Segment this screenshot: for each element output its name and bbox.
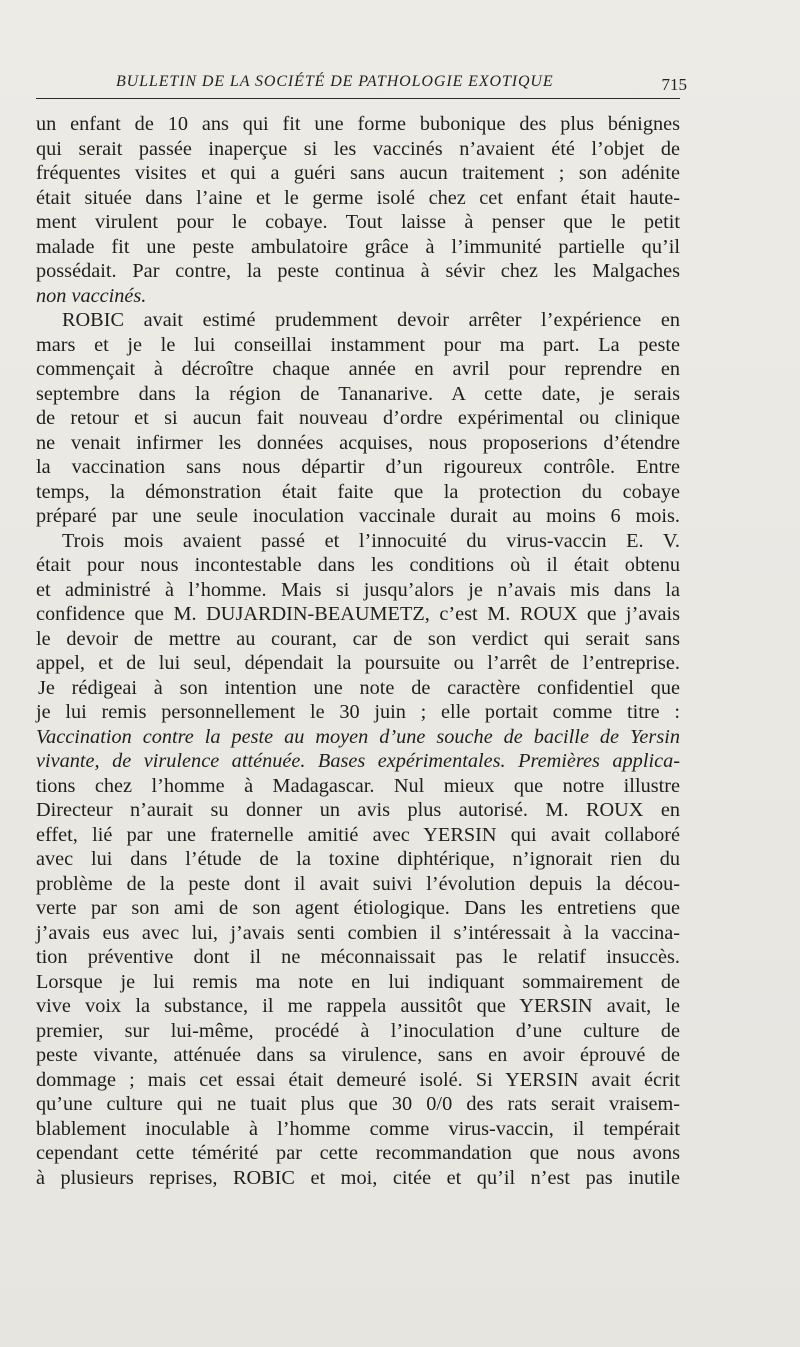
text-line: ment virulent pour le cobaye. Tout laisse à penser que le petit	[36, 211, 680, 233]
text-line: la vaccination sans nous départir d’un rigoureux contrôle. Entre	[36, 456, 680, 478]
text-line: mars et je le lui conseillai instamment pour ma part. La peste	[36, 333, 680, 356]
text-line: effet, lié par une fraternelle amitié avec YERSIN qui avait collaboré	[36, 823, 680, 846]
text-line: blablement inoculable à l’homme comme virus-vaccin, il tempérait	[36, 1117, 680, 1140]
text-line: malade fit une peste ambulatoire grâce à l’immunité partielle qu’il	[36, 235, 680, 258]
text-line: possédait. Par contre, la peste continua à sévir chez les Malgaches	[36, 260, 680, 282]
text-line: était située dans l’aine et le germe isolé chez cet enfant était haute-	[36, 186, 680, 209]
text-line: Trois mois avaient passé et l’innocuité du virus-vaccin E. V.	[62, 529, 680, 552]
text-line: à plusieurs reprises, ROBIC et moi, citée et qu’il n’est pas inutile	[36, 1166, 680, 1189]
page-number: 715	[661, 75, 687, 94]
header-rule	[36, 98, 680, 99]
text-line: Lorsque je lui remis ma note en lui indiquant sommairement de	[36, 970, 680, 993]
text-line: commençait à décroître chaque année en avril pour reprendre en	[36, 358, 680, 380]
text-line: un enfant de 10 ans qui fit une forme bubonique des plus bénignes	[36, 113, 680, 135]
text-line: peste vivante, atténuée dans sa virulence, sans en avoir éprouvé de	[36, 1044, 680, 1066]
text-line: vivante, de virulence atténuée. Bases expérimentales. Premières applica-	[36, 750, 680, 772]
text-line: j’avais eus avec lui, j’avais senti combien il s’intéressait à la vaccina-	[36, 921, 680, 944]
text-line: tions chez l’homme à Madagascar. Nul mieux que notre illustre	[36, 774, 680, 797]
text-line: Vaccination contre la peste au moyen d’une souche de bacille de Yersin	[36, 725, 680, 748]
text-line: qu’une culture qui ne tuait plus que 30 0/0 des rats serait vraisem-	[36, 1093, 680, 1115]
text-line: premier, sur lui-même, procédé à l’inoculation d’une culture de	[36, 1019, 680, 1042]
text-line: qui serait passée inaperçue si les vaccinés n’avaient été l’objet de	[36, 137, 680, 160]
text-line: septembre dans la région de Tananarive. A cette date, je serais	[36, 382, 680, 405]
text-line: ROBIC avait estimé prudemment devoir arrêter l’expérience en	[62, 309, 680, 331]
journal-title: BULLETIN DE LA SOCIÉTÉ DE PATHOLOGIE EXOTIQUE	[116, 73, 554, 90]
text-line: Je rédigeai à son intention une note de caractère confidentiel que	[38, 676, 680, 699]
text-line: tion préventive dont il ne méconnaissait pas le relatif insuccès.	[36, 946, 680, 968]
body-text	[36, 112, 680, 1190]
text-line: je lui remis personnellement le 30 juin ; elle portait comme titre :	[36, 701, 680, 723]
text-line: non vaccinés.	[36, 284, 147, 307]
text-line: de retour et si aucun fait nouveau d’ordre expérimental ou clinique	[36, 407, 680, 429]
text-line: confidence que M. DUJARDIN-BEAUMETZ, c’est M. ROUX que j’avais	[36, 603, 680, 625]
text-line: le devoir de mettre au courant, car de son verdict qui serait sans	[36, 627, 680, 650]
text-line: cependant cette témérité par cette recommandation que nous avons	[36, 1142, 680, 1164]
text-line: était pour nous incontestable dans les conditions où il était obtenu	[36, 554, 680, 576]
text-line: ne venait infirmer les données acquises, nous proposerions d’étendre	[36, 431, 680, 454]
text-line: Directeur n’aurait su donner un avis plus autorisé. M. ROUX en	[36, 799, 680, 821]
text-line: préparé par une seule inoculation vaccinale durait au moins 6 mois.	[36, 505, 680, 527]
text-line: fréquentes visites et qui a guéri sans aucun traitement ; son adénite	[36, 162, 680, 184]
text-line: et administré à l’homme. Mais si jusqu’alors je n’avais mis dans la	[36, 578, 680, 601]
text-line: appel, et de lui seul, dépendait la poursuite ou l’arrêt de l’entreprise.	[36, 652, 680, 674]
text-line: problème de la peste dont il avait suivi l’évolution depuis la décou-	[36, 872, 680, 895]
text-line: avec lui dans l’étude de la toxine diphtérique, n’ignorait rien du	[36, 848, 680, 870]
running-header	[36, 70, 687, 94]
text-line: vive voix la substance, il me rappela aussitôt que YERSIN avait, le	[36, 995, 680, 1017]
text-line: dommage ; mais cet essai était demeuré isolé. Si YERSIN avait écrit	[36, 1068, 680, 1091]
text-line: verte par son ami de son agent étiologique. Dans les entretiens que	[36, 897, 680, 919]
text-line: temps, la démonstration était faite que la protection du cobaye	[36, 480, 680, 503]
